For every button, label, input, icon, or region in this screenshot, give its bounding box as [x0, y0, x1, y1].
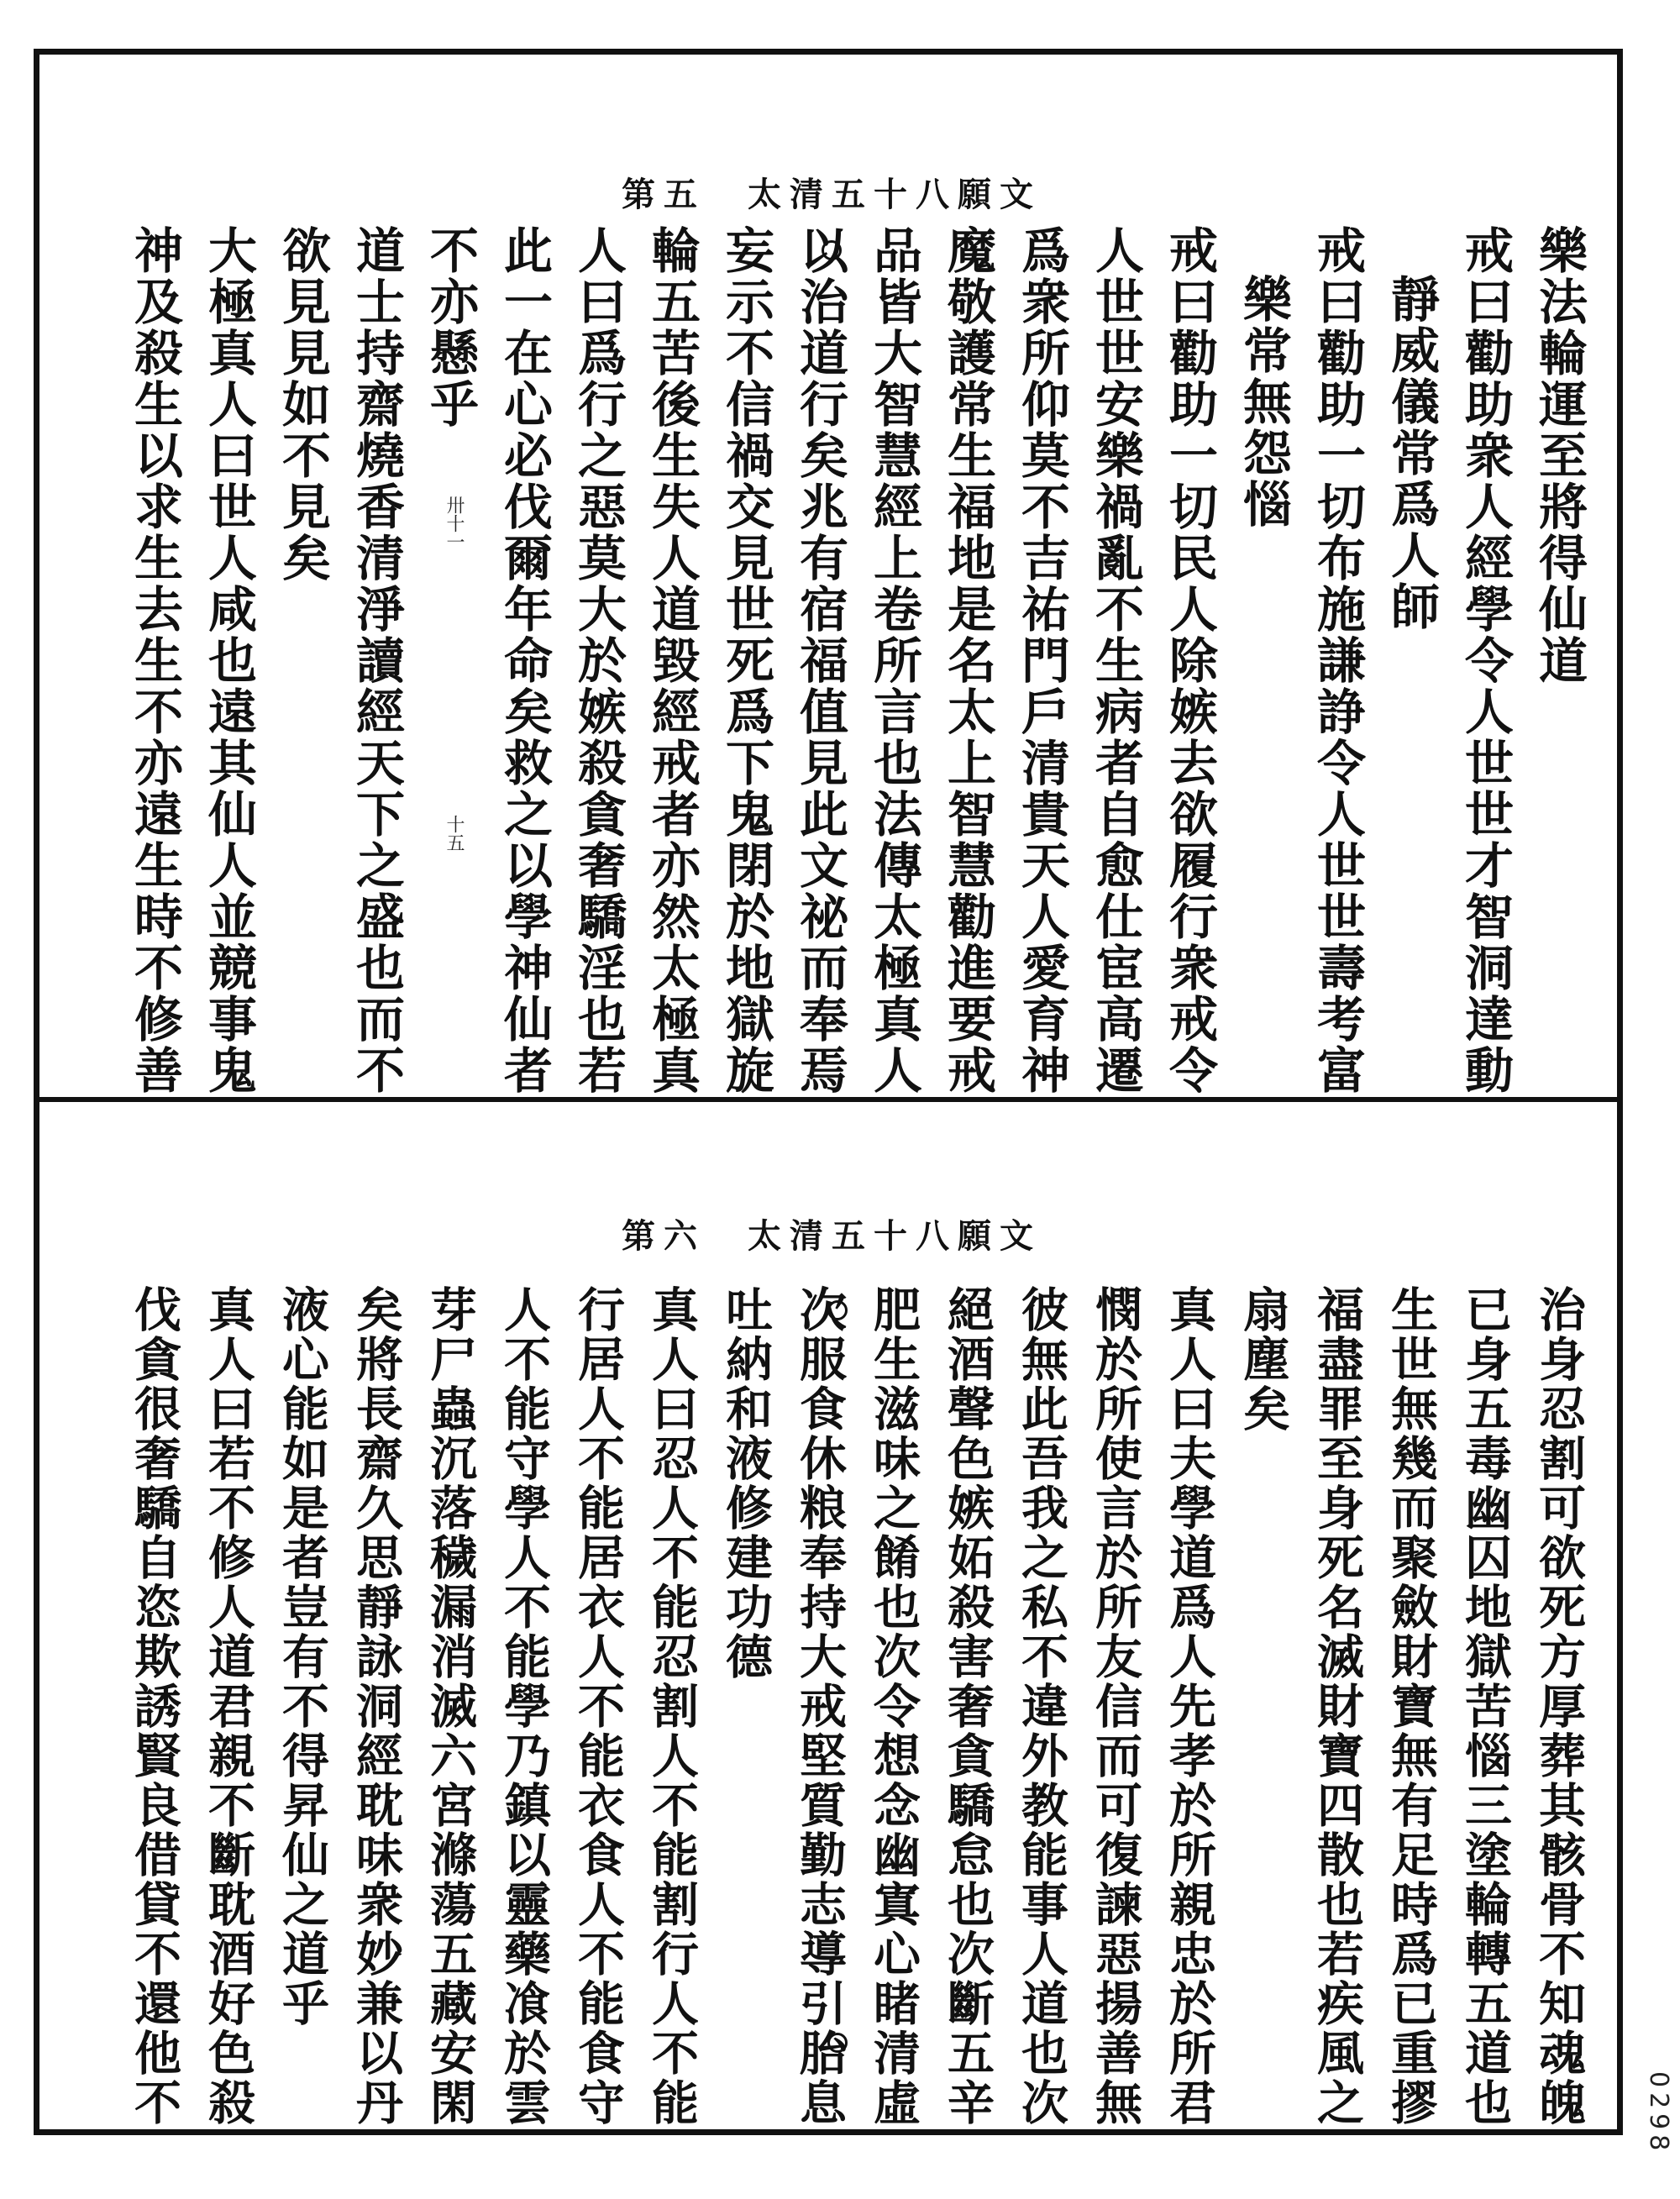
punctuation-circle — [827, 2033, 848, 2053]
top-panel — [67, 76, 1596, 1096]
text-column: 芽尸蟲沉落穢漏消滅六宮滌蕩五藏安閑 — [423, 1285, 478, 2128]
bottom-panel-header — [67, 1210, 1596, 1260]
text-column: 道士持齋燒香清淨讀經天下之盛也而不 — [348, 225, 405, 1096]
top-panel-title: 太清五十八願文 — [748, 175, 1042, 214]
text-column: 真人曰夫學道爲人先孝於所親忠於所君 — [1162, 1285, 1217, 2128]
bottom-panel — [67, 1117, 1596, 2128]
text-column: 樂常無怨惱 — [1235, 274, 1292, 530]
text-column: 生世無幾而聚斂財寶無有足時爲已重摎 — [1383, 1285, 1439, 2128]
text-column: 品皆大智慧經上卷所言也法傳太極真人 — [865, 225, 922, 1096]
text-column: 樂法輪運至將得仙道 — [1530, 225, 1588, 686]
text-column: 大極真人曰世人咸也遠其仙人並競事鬼 — [200, 225, 257, 1096]
text-column: 戒曰勸助一切民人除嫉去欲履行衆戒令 — [1161, 225, 1218, 1096]
text-column: 人曰爲行之惡莫大於嫉殺貪奢驕淫也若 — [570, 225, 627, 1096]
text-column: 液心能如是者豈有不得昇仙之道乎 — [275, 1285, 330, 2028]
marginal-note: 卅十一 — [444, 496, 465, 551]
text-column: 人不能守學人不能學乃鎮以靈藥飡於雲 — [496, 1285, 552, 2128]
text-column: 福盡罪至身死名滅財寶四散也若疾風之 — [1310, 1285, 1365, 2128]
text-column: 真人曰忍人不能忍割人不能割行人不能 — [644, 1285, 700, 2128]
text-column: 吐納和液修建功德 — [718, 1285, 774, 1682]
panel-divider — [34, 1097, 1623, 1102]
page-number: 0298 — [1644, 2070, 1673, 2155]
text-column: 絕酒聲色嫉妬殺害奢貪驕怠也次斷五辛 — [940, 1285, 995, 2128]
text-column: 伐貪很奢驕自恣欺誘賢良借貸不還他不 — [127, 1285, 182, 2128]
text-column: 不亦懸乎 — [422, 225, 479, 430]
text-column: 真人曰若不修人道君親不斷耽酒好色殺 — [201, 1285, 256, 2128]
top-panel-section: 第五 — [622, 175, 706, 214]
text-column: 妄示不信禍交見世死爲下鬼閉於地獄旋 — [717, 225, 774, 1096]
text-column: 人世世安樂禍亂不生病者自愈仕宦高遷 — [1087, 225, 1144, 1096]
text-column: 靜威儀常爲人師 — [1383, 274, 1440, 632]
text-column: 魔敬護常生福地是名太上智慧勸進要戒 — [939, 225, 996, 1096]
text-column: 次服食休粮奉持大戒堅質勤志導引胎息 — [792, 1285, 848, 2128]
punctuation-circle — [827, 1300, 848, 1320]
text-column: 此一在心必伐爾年命矣救之以學神仙者 — [496, 225, 553, 1096]
text-column: 扇塵矣 — [1236, 1285, 1291, 1434]
marginal-note: 十五 — [444, 815, 465, 852]
bottom-panel-section: 第六 — [622, 1216, 706, 1256]
text-column: 欲見見如不見矣 — [274, 225, 331, 584]
text-column: 行居人不能居衣人不能衣食人不能食守 — [570, 1285, 626, 2128]
top-panel-text — [67, 225, 1596, 1096]
bottom-panel-text — [67, 1285, 1596, 2128]
text-column: 彼無此吾我之私不違外教能事人道也次 — [1014, 1285, 1069, 2128]
punctuation-circle — [822, 240, 842, 260]
top-panel-header — [67, 168, 1596, 218]
text-column: 爲衆所仰莫不吉祐門戶清貴天人愛育神 — [1013, 225, 1070, 1096]
text-column: 神及殺生以求生去生不亦遠生時不修善 — [126, 225, 183, 1096]
text-column: 輪五苦後生失人道毀經戒者亦然太極真 — [643, 225, 701, 1096]
bottom-panel-title: 太清五十八願文 — [748, 1216, 1042, 1256]
text-column: 以治道行矣兆有宿福值見此文祕而奉焉 — [791, 225, 848, 1096]
text-column: 憫於所使言於所友信而可復諫惡揚善無 — [1088, 1285, 1143, 2128]
text-column: 已身五毒幽囚地獄苦惱三塗輪轉五道也 — [1457, 1285, 1513, 2128]
text-column: 肥生滋味之餚也次令想念幽寘心睹清虛 — [866, 1285, 921, 2128]
text-column: 戒曰勸助衆人經學令人世世才智洞達動 — [1457, 225, 1514, 1096]
text-column: 治身忍割可欲死方厚葬其骸骨不知魂魄 — [1531, 1285, 1587, 2128]
text-column: 戒曰勸助一切布施謙諍令人世世壽考富 — [1309, 225, 1366, 1096]
text-column: 矣將長齋久思靜詠洞經耽味衆妙兼以丹 — [349, 1285, 404, 2128]
